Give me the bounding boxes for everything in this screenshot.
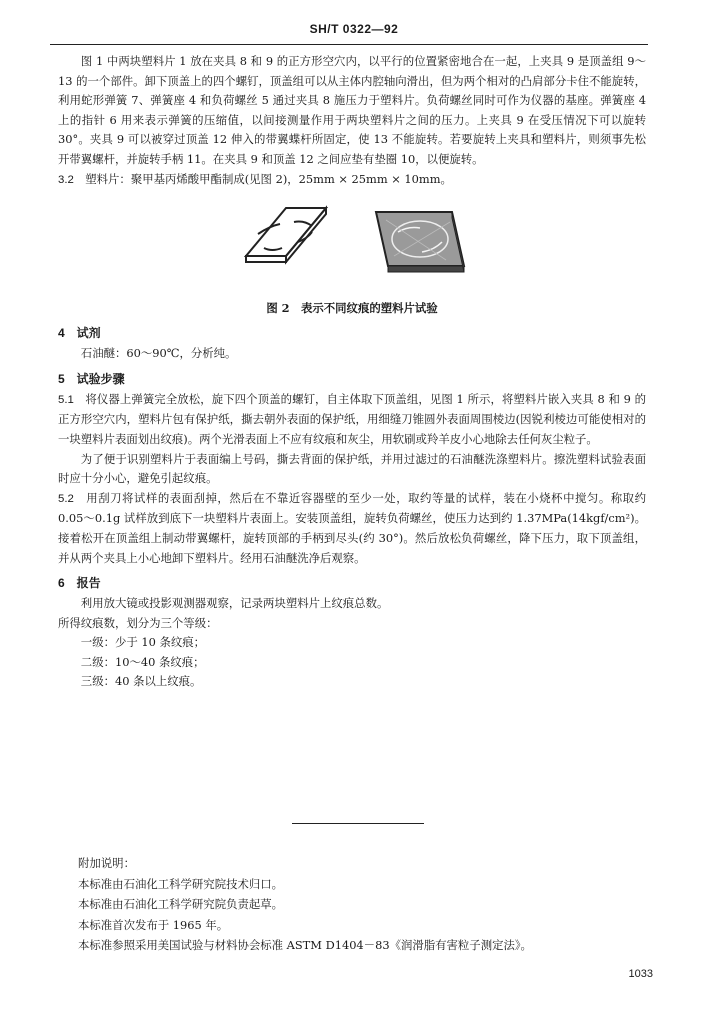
notes-title: 附加说明： [78, 856, 135, 870]
notes-line: 本标准参照采用美国试验与材料协会标准 ASTM D1404－83《润滑脂有害粒子测定法》。 [78, 938, 532, 952]
additional-notes [78, 853, 646, 956]
document-code-header: SH/T 0322—92 [309, 22, 399, 36]
section-6-text: 利用放大镜或投影观测器观察，记录两块塑料片上纹痕总数。 [80, 596, 389, 611]
grade-3: 三级：40 条以上纹痕。 [80, 674, 202, 689]
header-rule [50, 44, 648, 45]
plastic-plate-figure [58, 196, 646, 296]
section-6-text-2: 所得纹痕数，划分为三个等级： [58, 615, 218, 630]
section-5-1-continued: 为了便于识别塑料片于表面编上号码，撕去背面的保护纸，并用过滤过的石油醚洗涤塑料片。擦洗塑料试验表面时应十分小心，避免引起纹痕。 [58, 451, 646, 486]
plate-left-icon [241, 208, 346, 268]
figure-2 [58, 196, 646, 296]
grade-1: 一级：少于 10 条纹痕； [80, 635, 206, 650]
plate-right-icon [376, 212, 464, 272]
notes-line: 本标准首次发布于 1965 年。 [78, 917, 229, 932]
main-content [58, 52, 646, 692]
section-6-heading: 6 报告 [58, 576, 101, 591]
notes-line: 本标准由石油化工科学研究院技术归口。 [78, 876, 284, 891]
section-5-heading: 5 试验步骤 [58, 371, 125, 386]
section-number: 5.2 [58, 492, 74, 505]
section-3-2 [58, 170, 646, 191]
page-number: 1033 [628, 968, 653, 980]
paragraph-apparatus-description: 图 1 中两块塑料片 1 放在夹具 8 和 9 的正方形空穴内，以平行的位置紧密地合在一起，上夹具 9 是顶盖组 9～13 的一个部件。卸下顶盖上的四个螺钉，顶盖组可以从主体内腔轴向滑出，但为两个相对的凸肩部分卡住不能旋转，利用蛇形弹簧 7、弹簧座 4 和负荷螺丝 5 通过夹具 8 施压力于塑料片。负荷螺丝同时可作为仪器的基座。弹簧座 4 上的指针 6 用来表示弹簧的压缩值，以间接测量作用于两块塑料片之间的压力。上夹具 9 在受压情况下可以旋转 30°。夹具 9 可以被穿过顶盖 12 伸入的带翼蝶杆所固定，使 13 不能旋转。若要旋转上夹具和塑料片，则须事先松开带翼螺杆，并旋转手柄 11。在夹具 9 和顶盖 12 之间应垫有垫圈 10，以便旋转。 [58, 54, 646, 166]
section-text: 塑料片：聚甲基丙烯酸甲酯制成(见图 2)，25mm × 25mm × 10mm。 [85, 171, 452, 186]
section-5-1 [58, 390, 646, 450]
section-4-text: 石油醚：60～90℃，分析纯。 [80, 346, 237, 361]
end-rule [292, 823, 424, 824]
section-4-heading: 4 试剂 [58, 326, 101, 341]
section-text: 用刮刀将试样的表面刮掉，然后在不靠近容器壁的至少一处，取约等量的试样，装在小烧杯中搅匀。称取约 0.05～0.1g 试样放到底下一块塑料片表面上。安装顶盖组，旋转负荷螺丝，使压力达到约 1.37MPa(14kgf/cm²)。接着松开在顶盖组上制动带翼螺杆，旋转顶部的手柄到尽头(约 30°)。然后放松负荷螺丝，降下压力，取下顶盖组，并从两个夹具上小心地卸下塑料片。经用石油醚洗净后观察。 [58, 490, 646, 565]
notes-line: 本标准由石油化工科学研究院负责起草。 [78, 897, 284, 911]
grade-2: 二级：10～40 条纹痕； [80, 654, 205, 669]
section-number: 5.1 [58, 393, 74, 406]
figure-caption: 图 2 表示不同纹痕的塑料片试验 [266, 301, 438, 316]
section-5-2 [58, 489, 646, 568]
section-number: 3.2 [58, 173, 74, 186]
section-text: 将仪器上弹簧完全放松，旋下四个顶盖的螺钉，自主体取下顶盖组，见图 1 所示，将塑料片嵌入夹具 8 和 9 的正方形空穴内，塑料片包有保护纸，撕去朝外表面的保护纸，用细缝刀锥圆外表面周围棱边(因锐利棱边可能使相对的一块塑料片表面划出纹痕)。两个光滑表面上不应有纹痕和灰尘，用软刷或羚羊皮小心地除去任何灰尘粒子。 [58, 391, 646, 446]
